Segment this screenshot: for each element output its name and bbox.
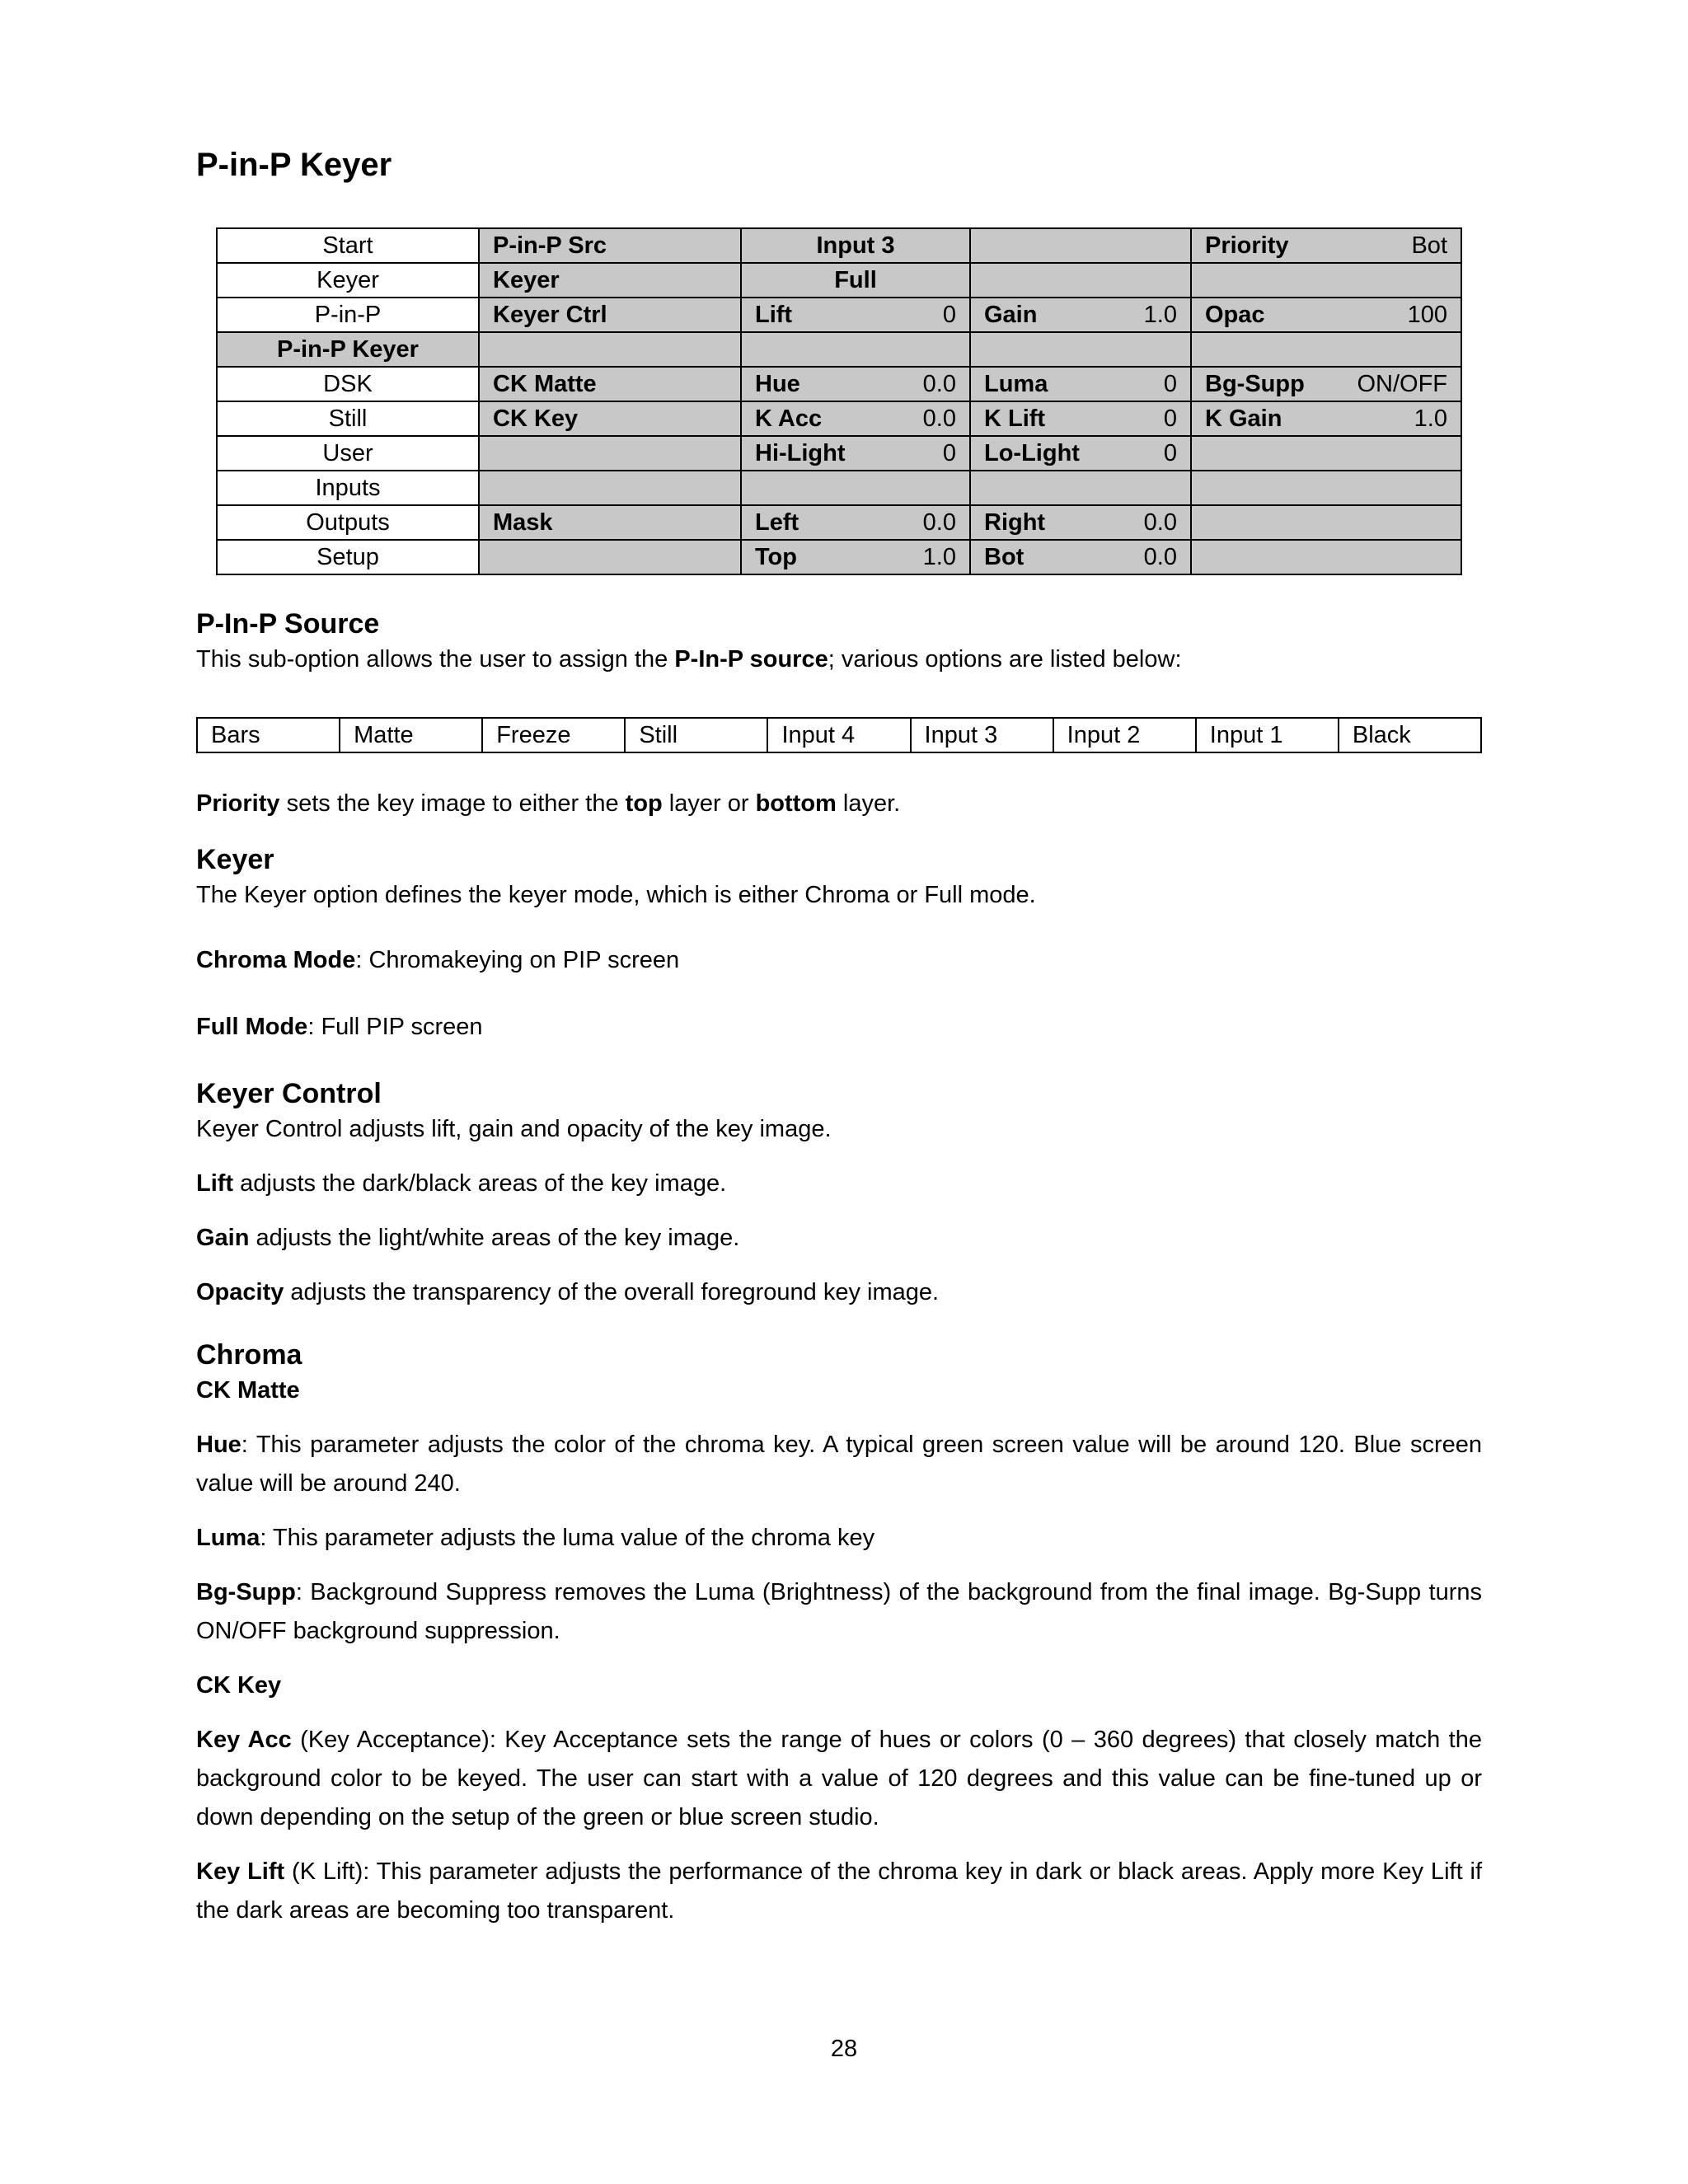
menu-param-cell xyxy=(741,367,970,401)
param-label: Bg-Supp xyxy=(1205,371,1305,397)
param-label: Left xyxy=(755,509,799,536)
keyer-section xyxy=(196,844,1482,1047)
key-lift-paragraph: Key Lift (K Lift): This parameter adjusts the performance of the chroma key in dark or black areas. Apply more Key Lift if the dark areas are becoming too transparent. xyxy=(196,1858,1482,1924)
pinp-source-option: Freeze xyxy=(482,718,625,752)
menu-param-cell xyxy=(970,367,1191,401)
menu-param-cell xyxy=(741,540,970,574)
param-label: Gain xyxy=(984,302,1038,328)
menu-start-cell: DSK xyxy=(217,367,479,401)
param-label: K Lift xyxy=(984,405,1046,432)
menu-param-cell xyxy=(1191,540,1461,574)
menu-param-cell xyxy=(741,332,970,367)
param-value: 0.0 xyxy=(922,509,956,536)
param-label: Opac xyxy=(1205,302,1265,328)
param-value: 0 xyxy=(1163,440,1177,466)
menu-param-cell xyxy=(970,401,1191,436)
menu-param-cell xyxy=(970,228,1191,263)
param-value: 1.0 xyxy=(1143,302,1177,328)
param-value: 0.0 xyxy=(1143,509,1177,536)
menu-start-cell: Outputs xyxy=(217,505,479,540)
menu-category-cell: P-in-P Src xyxy=(479,228,741,263)
menu-category-cell: Mask xyxy=(479,505,741,540)
menu-start-cell: P-in-P Keyer xyxy=(217,332,479,367)
keyer-heading: Keyer xyxy=(196,844,274,875)
param-value: ON/OFF xyxy=(1357,371,1447,397)
menu-row xyxy=(217,505,1461,540)
menu-param-cell xyxy=(1191,505,1461,540)
gain-paragraph: Gain adjusts the light/white areas of the key image. xyxy=(196,1225,740,1251)
chroma-mode-paragraph: Chroma Mode: Chromakeying on PIP screen xyxy=(196,947,680,973)
menu-category-cell: Keyer Ctrl xyxy=(479,298,741,332)
menu-param-cell xyxy=(970,505,1191,540)
param-label: Top xyxy=(755,544,797,570)
key-acc-paragraph: Key Acc (Key Acceptance): Key Acceptance sets the range of hues or colors (0 – 360 degrees) that closely match the background color to be keyed. The user can start with a value of 120 degrees and this value can be fine-tuned up or down depending on the setup of the green or blue screen studio. xyxy=(196,1727,1482,1830)
keyer-control-intro: Keyer Control adjusts lift, gain and opacity of the key image. xyxy=(196,1116,832,1142)
menu-start-cell: Keyer xyxy=(217,263,479,298)
menu-start-cell: Start xyxy=(217,228,479,263)
menu-category-cell: Keyer xyxy=(479,263,741,298)
pinp-source-options-row xyxy=(197,718,1481,752)
menu-param-cell xyxy=(970,471,1191,505)
param-value: 0 xyxy=(1163,371,1177,397)
param-value: Bot xyxy=(1411,232,1447,259)
menu-param-cell xyxy=(1191,436,1461,471)
menu-param-cell xyxy=(1191,332,1461,367)
param-value: 1.0 xyxy=(1414,405,1447,432)
pinp-source-option: Input 4 xyxy=(767,718,910,752)
menu-param-cell xyxy=(970,263,1191,298)
param-label: Lo-Light xyxy=(984,440,1080,466)
param-label: K Acc xyxy=(755,405,823,432)
opacity-paragraph: Opacity adjusts the transparency of the overall foreground key image. xyxy=(196,1279,940,1305)
pinp-source-section xyxy=(196,608,1482,679)
menu-row xyxy=(217,298,1461,332)
param-value: 0 xyxy=(942,302,956,328)
param-value: 0.0 xyxy=(922,405,956,432)
menu-param-cell xyxy=(1191,228,1461,263)
param-label: Bot xyxy=(984,544,1025,570)
hue-paragraph: Hue: This parameter adjusts the color of the chroma key. A typical green screen value will be around 120. Blue screen value will be around 240. xyxy=(196,1432,1482,1497)
param-label: Hi-Light xyxy=(755,440,846,466)
menu-param-cell: Input 3 xyxy=(741,228,970,263)
menu-param-cell xyxy=(1191,263,1461,298)
priority-paragraph: Priority sets the key image to either the top layer or bottom layer. xyxy=(196,790,901,817)
menu-param-cell xyxy=(741,436,970,471)
pinp-source-option: Black xyxy=(1339,718,1481,752)
param-value: 0 xyxy=(1163,405,1177,432)
menu-category-cell xyxy=(479,471,741,505)
menu-param-cell xyxy=(970,540,1191,574)
menu-start-cell: Setup xyxy=(217,540,479,574)
menu-param-cell xyxy=(741,505,970,540)
menu-start-cell: User xyxy=(217,436,479,471)
ck-matte-subheading: CK Matte xyxy=(196,1377,300,1404)
menu-param-cell xyxy=(1191,471,1461,505)
pinp-source-option: Input 1 xyxy=(1196,718,1339,752)
pinp-source-option: Input 2 xyxy=(1053,718,1196,752)
page-title: P-in-P Keyer xyxy=(196,147,392,183)
keyer-control-section xyxy=(196,1078,1482,1312)
menu-table-body xyxy=(217,228,1461,574)
param-label: Lift xyxy=(755,302,793,328)
luma-paragraph: Luma: This parameter adjusts the luma value of the chroma key xyxy=(196,1525,875,1551)
pinp-source-options-table xyxy=(196,717,1482,753)
menu-row xyxy=(217,436,1461,471)
menu-row xyxy=(217,263,1461,298)
menu-param-cell xyxy=(1191,367,1461,401)
full-mode-paragraph: Full Mode: Full PIP screen xyxy=(196,1014,483,1040)
menu-param-cell xyxy=(741,471,970,505)
chroma-section xyxy=(196,1339,1482,1930)
menu-param-cell xyxy=(741,401,970,436)
pinp-source-option: Bars xyxy=(197,718,340,752)
menu-start-cell: Still xyxy=(217,401,479,436)
keyer-intro: The Keyer option defines the keyer mode, which is either Chroma or Full mode. xyxy=(196,882,1036,908)
menu-param-cell xyxy=(970,436,1191,471)
menu-row xyxy=(217,228,1461,263)
menu-category-cell xyxy=(479,540,741,574)
menu-category-cell: CK Key xyxy=(479,401,741,436)
menu-category-cell xyxy=(479,332,741,367)
pinp-source-option: Still xyxy=(625,718,767,752)
menu-row xyxy=(217,332,1461,367)
menu-category-cell: CK Matte xyxy=(479,367,741,401)
menu-row xyxy=(217,471,1461,505)
menu-row xyxy=(217,540,1461,574)
menu-param-cell xyxy=(741,298,970,332)
pinp-source-intro: This sub-option allows the user to assign the P-In-P source; various options are listed below: xyxy=(196,646,1182,673)
menu-category-cell xyxy=(479,436,741,471)
param-value: 1.0 xyxy=(922,544,956,570)
param-label: Priority xyxy=(1205,232,1289,259)
chroma-heading: Chroma xyxy=(196,1339,302,1371)
keyer-control-heading: Keyer Control xyxy=(196,1078,382,1109)
ck-key-subheading: CK Key xyxy=(196,1672,282,1699)
page-number: 28 xyxy=(830,2036,858,2062)
pinp-source-heading: P-In-P Source xyxy=(196,608,380,640)
param-value: 0.0 xyxy=(922,371,956,397)
pinp-source-option: Input 3 xyxy=(911,718,1053,752)
menu-start-cell: Inputs xyxy=(217,471,479,505)
menu-structure-table xyxy=(216,227,1462,575)
param-label: Hue xyxy=(755,371,800,397)
menu-param-cell xyxy=(970,332,1191,367)
menu-row xyxy=(217,367,1461,401)
menu-param-cell xyxy=(1191,401,1461,436)
param-value: 0 xyxy=(942,440,956,466)
param-value: 0.0 xyxy=(1143,544,1177,570)
param-label: K Gain xyxy=(1205,405,1282,432)
pinp-source-option: Matte xyxy=(340,718,482,752)
param-value: 100 xyxy=(1407,302,1447,328)
param-label: Luma xyxy=(984,371,1048,397)
param-label: Right xyxy=(984,509,1046,536)
menu-param-cell xyxy=(1191,298,1461,332)
menu-start-cell: P-in-P xyxy=(217,298,479,332)
menu-param-cell xyxy=(970,298,1191,332)
bg-supp-paragraph: Bg-Supp: Background Suppress removes the Luma (Brightness) of the background from the final image. Bg-Supp turns ON/OFF background suppression. xyxy=(196,1579,1482,1644)
lift-paragraph: Lift adjusts the dark/black areas of the key image. xyxy=(196,1170,727,1197)
menu-row xyxy=(217,401,1461,436)
menu-param-cell: Full xyxy=(741,263,970,298)
